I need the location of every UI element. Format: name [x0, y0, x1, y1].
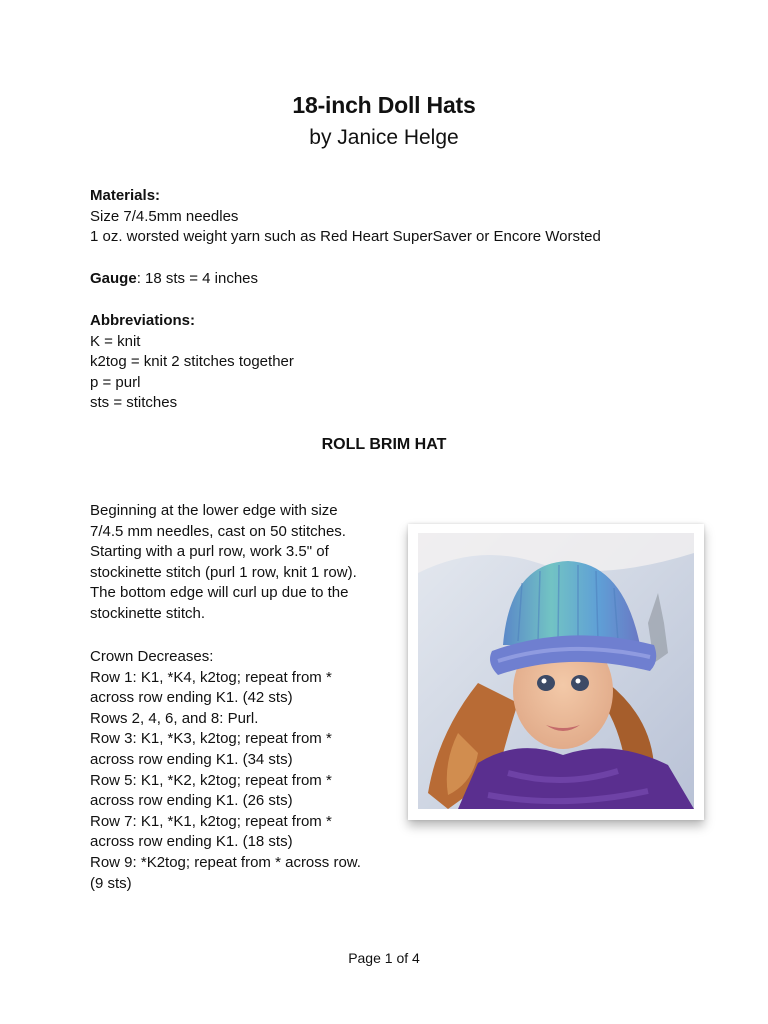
text-line: The bottom edge will curl up due to the [90, 584, 349, 602]
abbreviation-item: k2tog = knit 2 stitches together [90, 353, 294, 371]
author-byline: by Janice Helge [309, 126, 459, 149]
text-line: Row 9: *K2tog; repeat from * across row. [90, 853, 361, 871]
text-line: Starting with a purl row, work 3.5" of [90, 543, 329, 561]
text-line: Row 5: K1, *K2, k2tog; repeat from * [90, 771, 332, 789]
text-line: Rows 2, 4, 6, and 8: Purl. [90, 709, 259, 727]
document-title: 18-inch Doll Hats [292, 92, 476, 118]
text-line: 7/4.5 mm needles, cast on 50 stitches. [90, 522, 346, 540]
text-line: Row 1: K1, *K4, k2tog; repeat from * [90, 668, 332, 686]
abbreviations-label: Abbreviations: [90, 312, 196, 329]
text-line: across row ending K1. (34 sts) [90, 750, 293, 768]
text-line: across row ending K1. (18 sts) [90, 833, 293, 851]
materials-line: 1 oz. worsted weight yarn such as Red Heart SuperSaver or Encore Worsted [90, 228, 601, 246]
gauge-section [90, 269, 258, 290]
abbreviation-item: K = knit [90, 332, 141, 350]
text-line: Beginning at the lower edge with size [90, 502, 338, 519]
text-line: Row 7: K1, *K1, k2tog; repeat from * [90, 812, 332, 830]
text-line: across row ending K1. (26 sts) [90, 792, 293, 810]
materials-label: Materials: [90, 187, 161, 204]
text-line: across row ending K1. (42 sts) [90, 689, 293, 707]
text-line: Crown Decreases: [90, 648, 214, 665]
doll-hat-photo [418, 533, 694, 809]
gauge-label: Gauge [90, 270, 137, 287]
text-line: (9 sts) [90, 874, 132, 892]
materials-line: Size 7/4.5mm needles [90, 207, 239, 225]
text-line: stockinette stitch. [90, 604, 206, 622]
materials-section [90, 186, 601, 248]
text-line: Row 3: K1, *K3, k2tog; repeat from * [90, 730, 332, 748]
abbreviation-item: sts = stitches [90, 394, 178, 412]
crown-decreases [90, 647, 400, 894]
gauge-value: : 18 sts = 4 inches [136, 270, 259, 287]
page-number: Page 1 of 4 [348, 950, 420, 966]
photo-frame [408, 524, 704, 820]
intro-paragraph [90, 501, 400, 625]
text-line: stockinette stitch (purl 1 row, knit 1 row). [90, 563, 357, 581]
abbreviation-item: p = purl [90, 373, 141, 391]
abbreviations-section [90, 311, 294, 414]
section-heading: ROLL BRIM HAT [321, 436, 447, 453]
